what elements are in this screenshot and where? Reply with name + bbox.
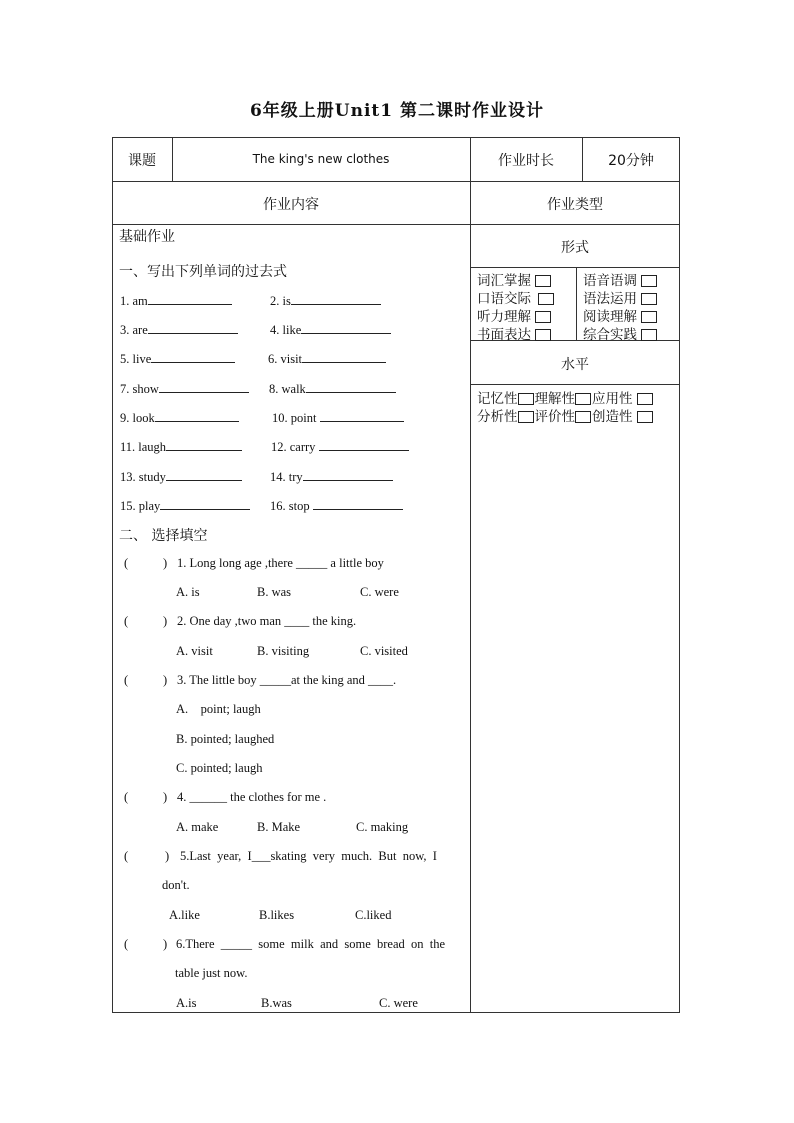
- form-label: 形式: [561, 240, 589, 256]
- checkbox[interactable]: [535, 275, 551, 287]
- answer-blank[interactable]: [306, 380, 396, 393]
- answer-blank[interactable]: [155, 409, 239, 422]
- word-item: 15. play: [120, 497, 250, 514]
- question-6-line1: 6.There _____ some milk and some bread on the: [176, 937, 446, 951]
- q1-option-c: C. were: [360, 585, 399, 599]
- part2-title: 二、 选择填空: [119, 528, 208, 544]
- page-title: 6年级上册Unit1 第二课时作业设计: [249, 101, 545, 121]
- answer-blank[interactable]: [319, 438, 409, 451]
- form-option: 书面表达: [477, 323, 551, 343]
- answer-paren-open[interactable]: (: [124, 937, 129, 951]
- answer-blank[interactable]: [320, 409, 404, 422]
- q2-option-c: C. visited: [360, 644, 408, 658]
- question-5-line1: 5.Last year, I___skating very much. But now, I: [180, 849, 437, 863]
- word-item: 3. are: [120, 321, 238, 338]
- word-item: 6. visit: [268, 350, 386, 367]
- answer-blank[interactable]: [166, 468, 242, 481]
- checkbox[interactable]: [535, 311, 551, 323]
- topic-value: The king's new clothes: [252, 152, 390, 166]
- question-3: 3. The little boy _____at the king and ____.: [177, 673, 397, 687]
- col-divider: [470, 137, 471, 1013]
- q3-option-c: C. pointed; laugh: [176, 761, 263, 775]
- answer-paren-open[interactable]: (: [124, 790, 129, 804]
- word-item: 13. study: [120, 468, 242, 485]
- answer-paren-close[interactable]: ): [163, 790, 168, 804]
- form-option: 语音语调: [583, 269, 657, 289]
- answer-blank[interactable]: [151, 350, 235, 363]
- checkbox[interactable]: [518, 393, 534, 405]
- q5-option-c: C.liked: [355, 908, 392, 922]
- checkbox[interactable]: [641, 293, 657, 305]
- form-option: 口语交际: [477, 287, 554, 307]
- q6-option-a: A.is: [176, 996, 197, 1010]
- question-6-line2: table just now.: [175, 966, 248, 980]
- form-option: 听力理解: [477, 305, 551, 325]
- row-divider: [470, 267, 680, 268]
- answer-blank[interactable]: [148, 292, 232, 305]
- answer-paren-close[interactable]: ): [163, 673, 168, 687]
- answer-paren-close[interactable]: ): [165, 849, 170, 863]
- word-item: 4. like: [270, 321, 391, 338]
- answer-paren-open[interactable]: (: [124, 849, 129, 863]
- row-divider: [470, 384, 680, 385]
- q5-option-b: B.likes: [259, 908, 295, 922]
- time-label: 作业时长: [498, 153, 554, 169]
- answer-blank[interactable]: [166, 438, 242, 451]
- answer-paren-close[interactable]: ): [163, 937, 168, 951]
- checkbox[interactable]: [637, 393, 653, 405]
- word-item: 1. am: [120, 292, 232, 309]
- word-item: 14. try: [270, 468, 393, 485]
- checkbox[interactable]: [575, 411, 591, 423]
- q2-option-a: A. visit: [176, 644, 213, 658]
- checkbox[interactable]: [538, 293, 554, 305]
- form-option: 阅读理解: [583, 305, 657, 325]
- word-item: 9. look: [120, 409, 239, 426]
- answer-blank[interactable]: [302, 350, 386, 363]
- q4-option-b: B. Make: [257, 820, 301, 834]
- answer-paren-close[interactable]: ): [163, 614, 168, 628]
- word-item: 8. walk: [269, 380, 396, 397]
- time-value: 20分钟: [608, 153, 654, 169]
- answer-paren-open[interactable]: (: [124, 614, 129, 628]
- question-1: 1. Long long age ,there _____ a little boy: [177, 556, 384, 570]
- answer-blank[interactable]: [159, 380, 249, 393]
- word-item: 12. carry: [271, 438, 409, 455]
- level-label: 水平: [561, 357, 589, 373]
- question-2: 2. One day ,two man ____ the king.: [177, 614, 357, 628]
- q6-option-c: C. were: [379, 996, 418, 1010]
- word-item: 10. point: [272, 409, 404, 426]
- answer-blank[interactable]: [160, 497, 250, 510]
- answer-blank[interactable]: [303, 468, 393, 481]
- question-5-line2: don't.: [162, 878, 190, 892]
- answer-blank[interactable]: [148, 321, 238, 334]
- form-option: 词汇掌握: [477, 269, 551, 289]
- word-item: 5. live: [120, 350, 235, 367]
- row-divider: [112, 224, 680, 225]
- answer-blank[interactable]: [291, 292, 381, 305]
- word-item: 2. is: [270, 292, 381, 309]
- q1-option-b: B. was: [257, 585, 292, 599]
- checkbox[interactable]: [575, 393, 591, 405]
- level-options-row-1: 记忆性 理解性 应用性: [477, 387, 653, 407]
- checkbox[interactable]: [518, 411, 534, 423]
- q4-option-c: C. making: [356, 820, 409, 834]
- form-option: 语法运用: [583, 287, 657, 307]
- section-basic: 基础作业: [119, 229, 175, 245]
- word-item: 7. show: [120, 380, 249, 397]
- answer-blank[interactable]: [313, 497, 403, 510]
- row-divider: [112, 181, 680, 182]
- q2-option-b: B. visiting: [257, 644, 310, 658]
- checkbox[interactable]: [641, 329, 657, 341]
- content-header: 作业内容: [263, 197, 319, 213]
- checkbox[interactable]: [641, 311, 657, 323]
- topic-label: 课题: [128, 153, 156, 169]
- answer-paren-close[interactable]: ): [163, 556, 168, 570]
- word-item: 16. stop: [270, 497, 403, 514]
- answer-paren-open[interactable]: (: [124, 673, 129, 687]
- answer-blank[interactable]: [301, 321, 391, 334]
- type-header: 作业类型: [547, 197, 603, 213]
- answer-paren-open[interactable]: (: [124, 556, 129, 570]
- level-options-row-2: 分析性 评价性 创造性: [477, 405, 653, 425]
- q3-option-b: B. pointed; laughed: [176, 732, 275, 746]
- form-option: 综合实践: [583, 323, 657, 343]
- q6-option-b: B.was: [261, 996, 292, 1010]
- word-item: 11. laugh: [120, 438, 242, 455]
- checkbox[interactable]: [535, 329, 551, 341]
- q3-option-a: A. point; laugh: [176, 702, 261, 716]
- question-4: 4. ______ the clothes for me .: [177, 790, 327, 804]
- q1-option-a: A. is: [176, 585, 200, 599]
- col-divider: [576, 267, 577, 340]
- checkbox[interactable]: [641, 275, 657, 287]
- checkbox[interactable]: [637, 411, 653, 423]
- q5-option-a: A.like: [169, 908, 200, 922]
- q4-option-a: A. make: [176, 820, 219, 834]
- part1-title: 一、写出下列单词的过去式: [119, 264, 287, 280]
